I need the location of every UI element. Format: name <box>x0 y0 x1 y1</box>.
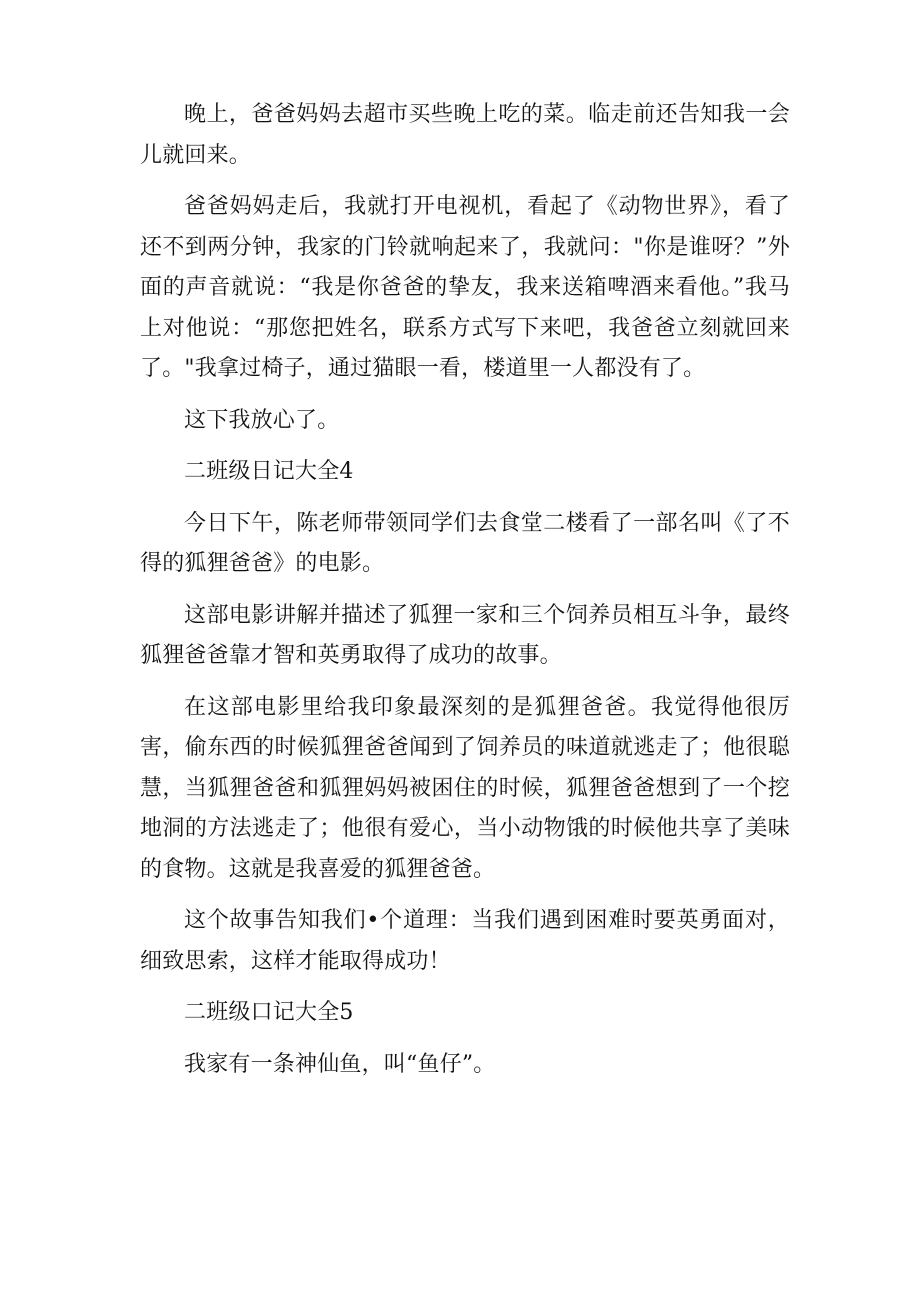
paragraph-7: 这个故事告知我们•个道理：当我们遇到困难时要英勇面对，细致思索，这样才能取得成功！ <box>140 908 790 974</box>
paragraph-4: 今日下午，陈老师带领同学们去食堂二楼看了一部名叫《了不得的狐狸爸爸》的电影。 <box>140 510 790 576</box>
paragraph-2: 爸爸妈妈走后，我就打开电视机，看起了《动物世界》，看了还不到两分钟，我家的门铃就响起来了，我就问："你是谁呀？”外面的声音就说：“我是你爸爸的挚友，我来送箱啤酒来看他。”我马上对他说：“那您把姓名，联系方式写下来吧，我爸爸立刻就回来了。"我拿过椅子，通过猫眼一看，楼道里一人都没有了。 <box>140 194 790 381</box>
section-heading-4: 二班级日记大全4 <box>184 459 354 484</box>
section-heading-5: 二班级口记大全5 <box>184 1000 354 1025</box>
paragraph-1: 晚上，爸爸妈妈去超市买些晚上吃的菜。临走前还告知我一会儿就回来。 <box>140 102 790 168</box>
paragraph-8: 我家有一条神仙鱼，叫“鱼仔”。 <box>184 1051 496 1077</box>
paragraph-5: 这部电影讲解并描述了狐狸一家和三个饲养员相互斗争，最终狐狸爸爸靠才智和英勇取得了成功的故事。 <box>140 602 790 668</box>
paragraph-6: 在这部电影里给我印象最深刻的是狐狸爸爸。我觉得他很厉害，偷东西的时候狐狸爸爸闻到了饲养员的味道就逃走了；他很聪慧，当狐狸爸爸和狐狸妈妈被困住的时候，狐狸爸爸想到了一个挖地洞的方法逃走了；他很有爱心，当小动物饿的时候他共享了美味的食物。这就是我喜爱的狐狸爸爸。 <box>140 694 790 882</box>
paragraph-3: 这下我放心了。 <box>184 407 340 433</box>
document-body <box>140 95 790 1096</box>
